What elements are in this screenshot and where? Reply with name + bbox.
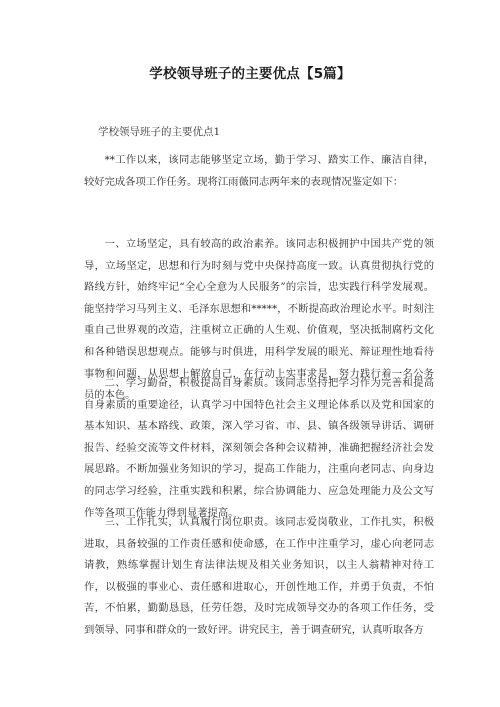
paragraph-study: 二、学习勤奋，积极提高自身素质。该同志坚持把学习作为完善和提高自身素质的重要途径，认真学习中国特色社会主义理论体系以及党和国家的基本知识、基本路线、政策，深入学习省、市、县、镇各级领导讲话、调研报告、经验交流等文件材料，深刻领会各种会议精神，准确把握经济社会发展思路。不断加强业务知识的学习，提高工作能力，注重向老同志、向身边的同志学习经验，注重实践和积累，综合协调能力、应急处理能力及公文写作等各项工作能力得到显著提高。 xyxy=(84,377,434,519)
section-heading: 学校领导班子的主要优点1 xyxy=(98,126,221,138)
document-title: 学校领导班子的主要优点【5篇】 xyxy=(149,66,351,82)
paragraph-work: 三、工作扎实，认真履行岗位职责。该同志爱岗敬业，工作扎实，积极进取，具备较强的工作责任感和使命感，在工作中注重学习，虚心向老同志请教，熟练掌握计划生育法律法规及相关业务知识，以主人翁精神对待工作，以极强的事业心、责任感和进取心，开创性地工作，并勇于负责，不怕苦，不怕累，勤勤恳恳，任劳任怨，及时完成领导交办的各项工作任务，受到领导、同事和群众的一致好评。讲究民主，善于调查研究，认真听取各方 xyxy=(84,516,434,636)
paragraph-political: 一、立场坚定，具有较高的政治素养。该同志积极拥护中国共产党的领导，立场坚定，思想和行为时刻与党中央保持高度一致。认真贯彻执行党的路线方针，始终牢记“全心全意为人民服务”的宗旨，忠实践行科学发展观。能坚持学习马列主义、毛泽东思想和*****，不断提高政治理论水平。时刻注重自己世界观的改造，注重树立正确的人生观、价值观，坚决抵制腐朽文化和各种错误思想观点。能够与时俱进，用科学发展的眼光、辩证理性地看待事物和问题，从思想上解放自己，在行动上实事求是，努力践行着一名公务员的本色。 xyxy=(84,238,434,402)
paragraph-intro: **工作以来，该同志能够坚定立场，勤于学习、踏实工作、廉洁自律，较好完成各项工作任务。现将江雨薇同志两年来的表现情况鉴定如下： xyxy=(84,154,434,188)
